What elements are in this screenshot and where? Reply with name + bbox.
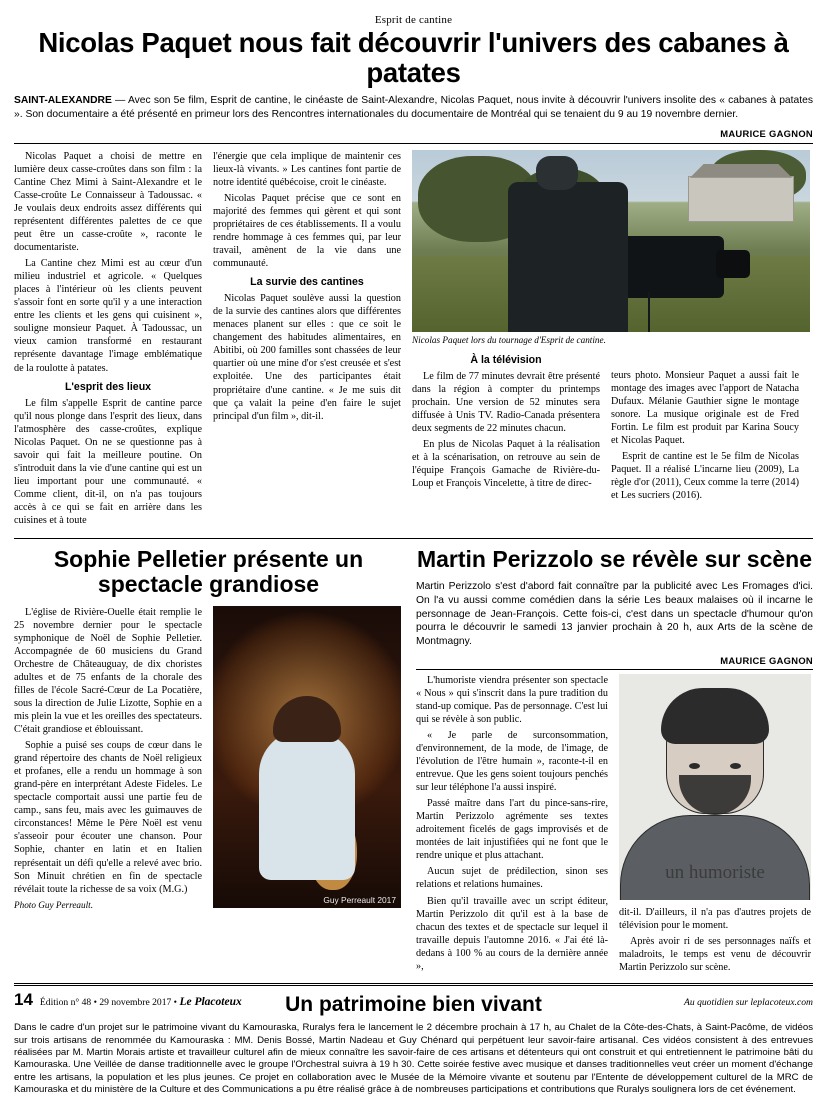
paragraph: Bien qu'il travaille avec un script éditeur, Martin Perizzolo dit qu'il est à la base de chacun des textes et de spectacle sur lequel il travaille depuis l'automne 2016. « J'ai été là-dedans à 100 % au cours de la dernière année »,: [416, 895, 608, 972]
footer-website: Au quotidien sur leplacoteux.com: [684, 997, 813, 1008]
subheading: La survie des cantines: [250, 276, 364, 289]
lede-text: — Avec son 5e film, Esprit de cantine, le cinéaste de Saint-Alexandre, Nicolas Paquet, nous invite à découvrir l'univers insolite des « cabanes à patates ». Son documentaire a été présenté en primeur lors des Rencontres internationales du documentaire de Montréal qui se tenaient du 9 au 19 novembre dernier.: [14, 95, 813, 121]
paragraph: Nicolas Paquet précise que ce sont en majorité des femmes qui gèrent et qui sont propriétaires de ces établissements. Il a voulu rendre hommage à ces femmes qui, par leur travail, amènent de la vie dans une communauté.: [213, 192, 401, 270]
photo-overlay-credit: Guy Perreault 2017: [323, 894, 396, 905]
portrait-beard-shape: [679, 775, 751, 815]
martin-column-1: [416, 674, 608, 977]
paragraph: Esprit de cantine est le 5e film de Nicolas Paquet. Il a réalisé L'incarne lieu (2009), La règle d'or (2011), Ceux comme la terre (2014) et Les sucriers (2016).: [611, 451, 799, 502]
sophie-text-column: [14, 606, 202, 919]
top-column-2: [213, 150, 401, 530]
paragraph: Nicolas Paquet a choisi de mettre en lumière deux casse-croûtes dans son film : la Cantine Chez Mimi à Saint-Alexandre et le Casse-croûte Le Connaisseur à Tadoussac. « Je voulais deux endroits assez différents qui représentent différentes palettes de ce que peut être un casse-croûte », raconte le documentariste.: [14, 150, 202, 254]
top-column-4: [611, 354, 799, 505]
house-shape: [688, 176, 794, 222]
portrait-body-shape: [620, 815, 810, 900]
top-article: [14, 14, 813, 530]
divider: [416, 669, 813, 670]
photo-caption: [412, 335, 810, 346]
top-article-kicker: Esprit de cantine: [374, 14, 453, 26]
paragraph: Après avoir ri de ses personnages naïfs et maladroits, le temps est venu de découvrir Martin Perizzolo sur scène.: [619, 935, 811, 973]
paragraph: Nicolas Paquet soulève aussi la question de la survie des cantines alors que différentes menaces planent sur elles : que ce soit le changement des habitudes alimentaires, en Abitibi, où 200 familles sont chassées de leur quartier où une mine d'or s'est creusée et s'est exploitée. Une des participantes était propriétaire d'une cantine. « Je me suis dit que ça valait la peine d'en faire le sujet principal d'un film », dit-il.: [213, 293, 401, 422]
top-column-1: [14, 150, 202, 530]
divider: [14, 143, 813, 144]
top-article-lower-columns: [412, 354, 810, 505]
sophie-headline: Sophie Pelletier présente un spectacle grandiose: [53, 546, 364, 598]
portrait-label: un humoriste: [665, 861, 765, 883]
photo-martin-perizzolo: [619, 674, 811, 900]
portrait-hair-shape: [661, 688, 769, 744]
photo-sophie-pelletier: [213, 606, 401, 908]
page-number: 14: [14, 990, 33, 1009]
paragraph: L'humoriste viendra présenter son spectacle « Nous » qui s'inscrit dans la pure tradition du stand-up comique. Pas de personnage. C'est lui qui se révèle à son public.: [416, 674, 608, 725]
top-column-3: [412, 354, 600, 505]
singer-shape: [259, 730, 355, 880]
paragraph: l'énergie que cela implique de maintenir ces lieux-là vivants. » Les cantines font partie de notre identité québécoise, croit le cinéaste.: [213, 150, 401, 188]
martin-column-2: [619, 674, 811, 977]
sophie-columns: [14, 606, 403, 919]
page-content: [14, 14, 813, 1096]
paragraph: Dans le cadre d'un projet sur le patrimoine vivant du Kamouraska, Ruralys fera le lancement le 2 décembre prochain à 17 h, au Chalet de la Côte-des-Chats, à Saint-Pacôme, de vidéos sur trois artisans de renommée du Kamouraska : MM. Denis Bossé, Martin Nadeau et Guy Chénard qui perpétuent leur savoir-faire artisanal. Ces vidéos consistent à des entrevues réalisées par M. Martin Morais artiste et travailleur culturel afin de mieux connaître les savoir-faire de ces artisans et détenteurs qui ont construit et qui entretiennent le patrimoine bâti du Kamouraska. Une Veillée de danse traditionnelle avec le groupe l'Orchestral suivra à 19 h 30. Cette soirée festive avec musique et danses traditionnelles veut créer un moment d'échange entre les artisans, la population et les plus jeunes. Ce projet en collaboration avec le Musée de la Mémoire vivante et soutenu par l'Entente de développement culturel de la MRC de Kamouraska et du ministère de la Culture et des Communications a pu être réalisé grâce à de nombreuses participations et contributions que Ruralys soulignera lors de cet événement.: [14, 1022, 813, 1096]
paragraph: En plus de Nicolas Paquet à la réalisation et à la scénarisation, on retrouve au sein de l'équipe François Gamache de Rivière-du-Loup et François Vincelette, à titre de direc-: [412, 439, 600, 490]
paragraph: « Je parle de surconsommation, d'environnement, de la mode, de l'image, de l'évolution de l'être humain », raconte-t-il en entrevue. Que les gens soient toujours penchés sur leur téléphone l'a aussi inspiré.: [416, 729, 608, 794]
edition-text: Édition n° 48 • 29 novembre 2017 •: [39, 997, 178, 1008]
photo-credit: Photo Guy Perreault.: [14, 899, 94, 910]
top-article-lede: [14, 94, 813, 121]
top-article-columns: [14, 150, 813, 530]
sophie-photo-column: [213, 606, 401, 919]
cameraman-shape: [508, 182, 628, 332]
paragraph: Sophie a puisé ses coups de cœur dans le grand répertoire des chants de Noël religieux et profanes, elle a rendu un hommage à son grand-père en interprétant Adeste Fideles. Le spectacle comportait aussi une partie feu de camp., sans feu, mais avec les guimauves de circonstances! Même le Père Noël est venu s'asseoir pour écouter une chanson. Pour Sophie, chanter en latin et en Italien représentait un défi qu'elle a relevé avec brio. Son Minuit chrétien en fin de spectacle révélait toute la richesse de sa voix (M.G.): [14, 740, 202, 895]
lede-place: SAINT-ALEXANDRE: [14, 95, 112, 107]
subheading: À la télévision: [470, 353, 542, 366]
top-article-headline: Nicolas Paquet nous fait découvrir l'univers des cabanes à patates: [38, 27, 789, 88]
top-article-byline: MAURICE GAGNON: [720, 127, 813, 139]
paragraph: Le film s'appelle Esprit de cantine parce qu'il nous plonge dans l'esprit des lieux, dans l'atmosphère des casse-croûtes, explique Nicolas Paquet. On ne se questionne pas à savoir qui fait la meilleure poutine. On s'introduit dans la vie d'une cantine qui est un lieu important pour une communauté. « Comme client, dit-il, on n'a pas toujours accès à ce qui se fait en arrière dans les cuisines et à toute: [14, 397, 202, 526]
bottom-headline: Un patrimoine bien vivant: [285, 992, 542, 1016]
divider: [14, 538, 813, 539]
paragraph: L'église de Rivière-Ouelle était remplie le 25 novembre dernier pour le spectacle symphonique de Noël de Sophie Pelletier. Accompagnée de 60 musiciens du Grand Orchestre de Châteauguay, de dix choristes adultes et de 75 enfants de la chorale des filles de l'école Sacré-Cœur de La Pocatière, sous la direction de Julie Lizotte, Sophie en a mis plein la vue et les oreilles des spectateurs. C'était grandiose et éblouissant.: [14, 606, 202, 736]
tripod-shape: [648, 292, 650, 332]
paragraph: dit-il. D'ailleurs, il n'a pas d'autres projets de télévision pour le moment.: [619, 906, 811, 931]
martin-byline: MAURICE GAGNON: [720, 654, 813, 666]
paragraph: teurs photo. Monsieur Paquet a aussi fait le montage des images avec l'apport de Natacha Dufaux. Mélanie Gauthier signe le montage sonore. La musique originale est de Fred Fortin. Le film est produit par Karina Soucy et Nicolas Paquet.: [611, 369, 799, 447]
paragraph: La Cantine chez Mimi est au cœur d'un milieu industriel et agricole. « Quelques places à l'intérieur où les clients peuvent s'assoir font en sorte qu'il y a une interaction entre les clients et les gens qui cuisinent », souligne monsieur Paquet. À Tadoussac, un vieux camion transformé en restaurant représente davantage l'image emblématique de la roulotte à patates.: [14, 258, 202, 374]
caption-text: Nicolas Paquet lors du tournage d'Esprit de cantine.: [412, 334, 606, 345]
divider: [14, 983, 813, 984]
martin-article: [416, 547, 813, 977]
footer-edition: [40, 996, 684, 1008]
sophie-article: [14, 547, 403, 977]
subheading: L'esprit des lieux: [64, 380, 152, 393]
middle-section: [14, 547, 813, 977]
page-footer: [14, 985, 813, 1010]
martin-lede: Martin Perizzolo s'est d'abord fait connaître par la publicité avec Les Fromages d'ici. On l'a vu aussi comme comédien dans la série Les beaux malaises où il incarne le personnage de Jean-François. Cette fois-ci, c'est dans un spectacle d'humour qu'on pourra le découvrir le samedi 13 janvier prochain à 20 h, aux Arts de la scène de Montmagny.: [416, 581, 813, 648]
photo-tournage: [412, 150, 810, 332]
martin-columns: [416, 674, 813, 977]
paragraph: Le film de 77 minutes devrait être présenté dans la région à compter du printemps prochain. Une version de 52 minutes sera diffusée à Unis TV. Radio-Canada présentera deux segments de 22 minutes chacun.: [412, 370, 600, 434]
portrait-eye-shape: [730, 763, 741, 769]
portrait-eye-shape: [689, 763, 700, 769]
top-article-photo-block: [412, 150, 810, 530]
martin-headline: Martin Perizzolo se révèle sur scène: [416, 546, 812, 573]
paragraph: Passé maître dans l'art du pince-sans-rire, Martin Perizzolo agrémente ses textes adroitement ficelés de gags improvisés et de montées de lait injustifiées qui ne font que le rendre unique et plus attachant.: [416, 798, 608, 862]
publication-logo: Le Placoteux: [179, 996, 242, 1008]
paragraph: Aucun sujet de prédilection, sinon ses relations et relations humaines.: [416, 866, 608, 891]
